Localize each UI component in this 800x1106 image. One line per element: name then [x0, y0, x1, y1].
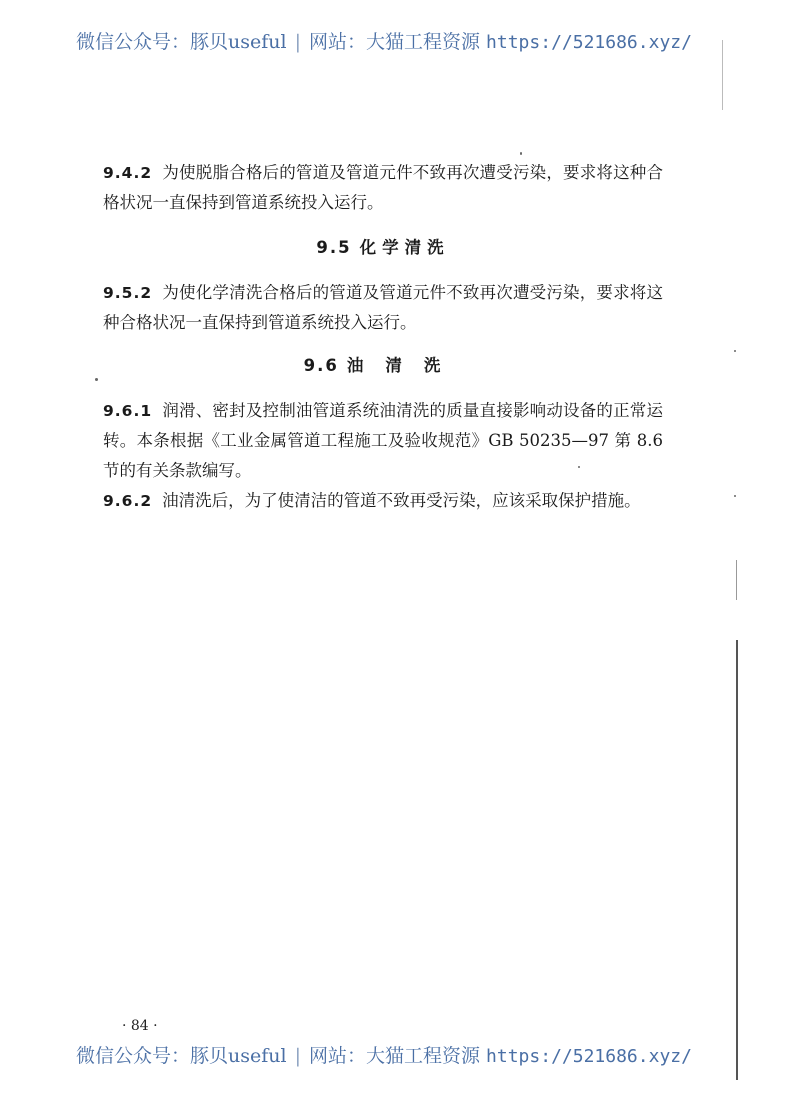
scan-edge-line [736, 640, 738, 1080]
page-number: · 84 · [122, 1018, 158, 1034]
scan-speck [95, 378, 98, 381]
scan-speck [734, 495, 736, 497]
clause-text: 为使脱脂合格后的管道及管道元件不致再次遭受污染，要求将这种合格状况一直保持到管道系统投入运行。 [103, 163, 663, 212]
watermark-url: https://521686.xyz/ [486, 32, 692, 53]
scan-speck [734, 350, 736, 352]
section-heading-9-5-wrap [103, 234, 663, 258]
watermark-url: https://521686.xyz/ [486, 1046, 692, 1067]
scan-speck [578, 466, 580, 468]
clause-number: 9.6.2 [103, 492, 153, 510]
scan-edge-line [722, 40, 723, 110]
heading-number: 9.5 [316, 238, 352, 257]
clause-9-6-2 [103, 486, 663, 516]
scan-speck [520, 152, 522, 155]
watermark-top [76, 27, 736, 54]
watermark-site: 网站：大猫工程资源 [308, 31, 480, 53]
clause-9-6-1 [103, 396, 663, 486]
clause-9-5-2 [103, 278, 663, 338]
clause-9-4-2 [103, 158, 663, 218]
clause-text: 油清洗后，为了使清洁的管道不致再受污染，应该采取保护措施。 [162, 491, 641, 510]
section-heading-9-5 [103, 234, 663, 258]
clause-9-6-block [103, 396, 663, 516]
clause-text: 润滑、密封及控制油管道系统油清洗的质量直接影响动设备的正常运转。本条根据《工业金属管道工程施工及验收规范》GB 50235—97 第 8.6 节的有关条款编写。 [103, 401, 663, 480]
watermark-prefix: 微信公众号：豚贝useful [76, 1045, 287, 1067]
clause-number: 9.6.1 [103, 402, 153, 420]
section-heading-9-6-wrap [103, 352, 663, 376]
scan-edge-line [736, 560, 737, 600]
watermark-site: 网站：大猫工程资源 [308, 1045, 480, 1067]
watermark-separator: | [294, 31, 301, 53]
heading-number: 9.6 [303, 356, 339, 375]
document-body [103, 158, 663, 218]
section-heading-9-6 [103, 352, 663, 376]
watermark-bottom [76, 1041, 736, 1068]
watermark-separator: | [294, 1045, 301, 1067]
clause-text: 为使化学清洗合格后的管道及管道元件不致再次遭受污染，要求将这种合格状况一直保持到管道系统投入运行。 [103, 283, 663, 332]
clause-number: 9.5.2 [103, 284, 153, 302]
clause-9-5-2-wrap [103, 278, 663, 338]
heading-title: 化学清洗 [359, 238, 450, 257]
watermark-prefix: 微信公众号：豚贝useful [76, 31, 287, 53]
clause-number: 9.4.2 [103, 164, 153, 182]
heading-title: 油清洗 [346, 356, 463, 375]
